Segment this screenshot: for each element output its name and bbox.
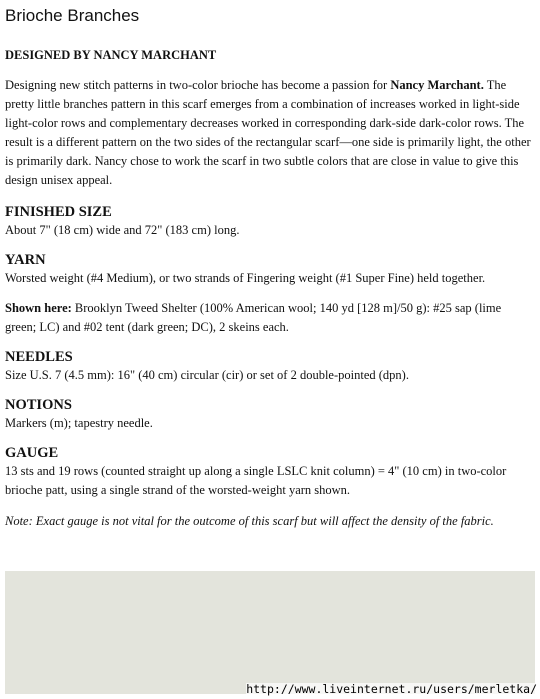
intro-paragraph xyxy=(5,76,533,190)
designer-name: Nancy Marchant. xyxy=(390,78,484,92)
intro-text-start: Designing new stitch patterns in two-color brioche has become a passion for xyxy=(5,78,391,92)
document-page xyxy=(5,0,533,531)
needles-heading: NEEDLES xyxy=(5,349,73,365)
yarn-heading: YARN xyxy=(5,252,46,268)
watermark-url: http://www.liveinternet.ru/users/merletka/ xyxy=(246,682,537,696)
photo-placeholder xyxy=(5,571,535,694)
shown-here-text: Brooklyn Tweed Shelter (100% American wool; 140 yd [128 m]/50 g): #25 sap (lime green; LC) and #02 tent (dark green; DC), 2 skeins each. xyxy=(5,301,502,334)
needles-text: Size U.S. 7 (4.5 mm): 16" (40 cm) circular (cir) or set of 2 double-pointed (dpn). xyxy=(5,368,409,382)
shown-here-label: Shown here: xyxy=(5,301,72,315)
gauge-text: 13 sts and 19 rows (counted straight up along a single LSLC knit column) = 4" (10 cm) in two-color brioche patt, using a single strand of the worsted-weight yarn shown. xyxy=(5,464,507,497)
finished-size-heading: FINISHED SIZE xyxy=(5,204,112,220)
gauge-heading: GAUGE xyxy=(5,445,59,461)
page-title: Brioche Branches xyxy=(5,6,140,25)
notions-text: Markers (m); tapestry needle. xyxy=(5,416,153,430)
yarn-shown-here xyxy=(5,299,533,337)
intro-text-rest: The pretty little branches pattern in this scarf emerges from a combination of increases worked in light-side light-color rows and complementary decreases worked in corresponding dark-side dark-color rows. The result is a different pattern on the two sides of the rectangular scarf—one side is primarily light, the other is primarily dark. Nancy chose to work the scarf in two subtle colors that are close in value to give this design unisex appeal. xyxy=(5,78,531,187)
notions-heading: NOTIONS xyxy=(5,397,72,413)
finished-size-text: About 7" (18 cm) wide and 72" (183 cm) long. xyxy=(5,223,240,237)
designer-byline: DESIGNED BY NANCY MARCHANT xyxy=(5,48,217,62)
gauge-note: Note: Exact gauge is not vital for the outcome of this scarf but will affect the density of the fabric. xyxy=(5,514,494,528)
yarn-text: Worsted weight (#4 Medium), or two strands of Fingering weight (#1 Super Fine) held together. xyxy=(5,271,486,285)
